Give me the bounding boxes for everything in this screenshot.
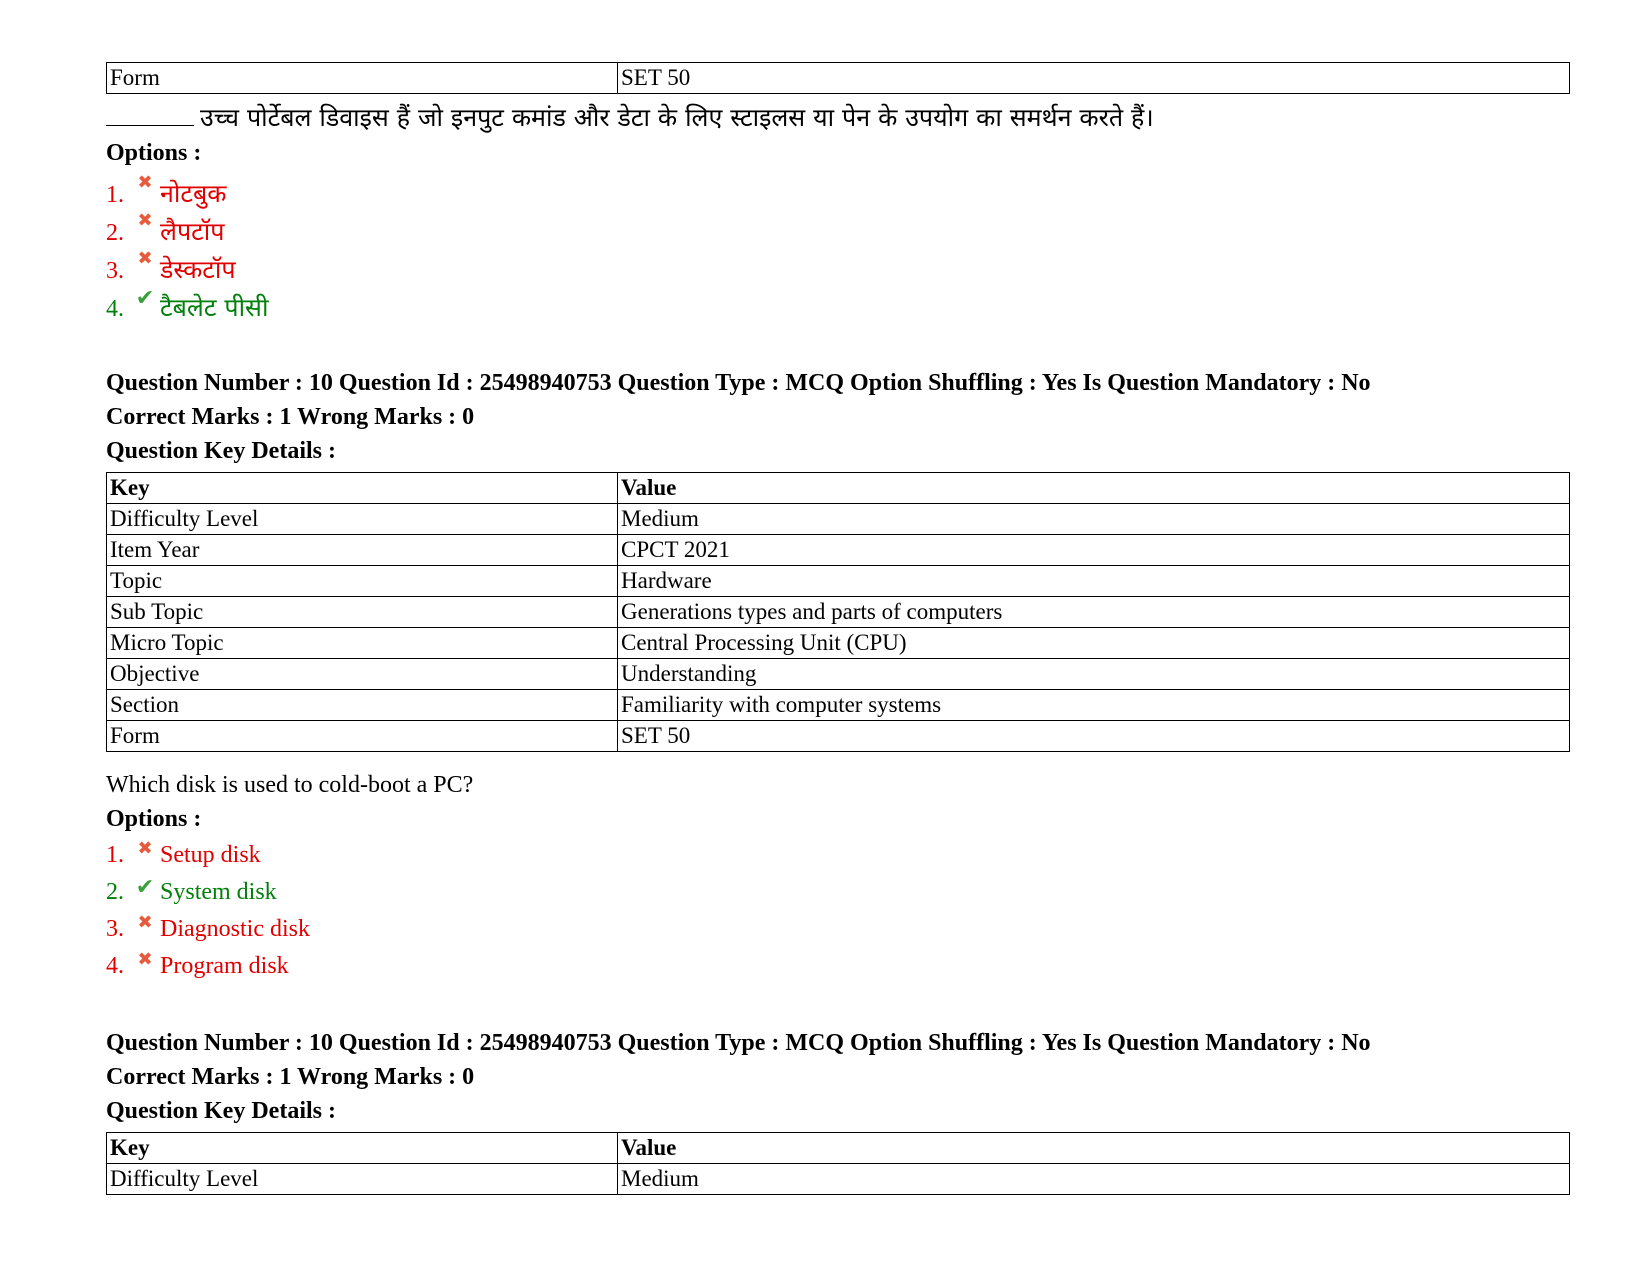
table-row: [107, 1164, 1570, 1195]
table-header-row: [107, 1133, 1570, 1164]
table-row: [107, 504, 1570, 535]
option-number: 3.: [106, 916, 124, 942]
table-cell-key: Difficulty Level: [107, 1164, 618, 1195]
option-text: Setup disk: [160, 842, 261, 868]
table-row: [107, 597, 1570, 628]
table-cell-value: Medium: [618, 1164, 1570, 1195]
cross-icon: ✖: [137, 248, 153, 269]
option-number: 4.: [106, 953, 124, 979]
cross-icon: ✖: [137, 949, 153, 970]
question-text: Which disk is used to cold-boot a PC?: [106, 772, 474, 798]
question-key-details-label: Question Key Details :: [106, 438, 336, 464]
cross-icon: ✖: [137, 210, 153, 231]
table-cell-value: Familiarity with computer systems: [618, 690, 1570, 721]
table-row: [107, 659, 1570, 690]
table-cell-key: Sub Topic: [107, 597, 618, 628]
option-text: Diagnostic disk: [160, 916, 310, 942]
question-marks: Correct Marks : 1 Wrong Marks : 0: [106, 1064, 475, 1090]
cross-icon: ✖: [137, 838, 153, 859]
option-number: 1.: [106, 182, 124, 208]
cross-icon: ✖: [137, 172, 153, 193]
table-row: [107, 721, 1570, 752]
table-cell-value: CPCT 2021: [618, 535, 1570, 566]
check-icon: ✔: [135, 286, 155, 311]
table-cell-value: Hardware: [618, 566, 1570, 597]
option-text: System disk: [160, 879, 277, 905]
table-cell-value: SET 50: [618, 721, 1570, 752]
table-cell-key: Form: [107, 721, 618, 752]
option-text: नोटबुक: [160, 179, 227, 208]
option-text: टैबलेट पीसी: [160, 293, 269, 322]
options-label: Options :: [106, 140, 202, 166]
top-key-table: [106, 62, 1570, 94]
question-marks: Correct Marks : 1 Wrong Marks : 0: [106, 404, 475, 430]
table-cell-key: Item Year: [107, 535, 618, 566]
table-cell-key: Form: [107, 63, 618, 94]
table-cell-value: Medium: [618, 504, 1570, 535]
question-text-content: उच्च पोर्टेबल डिवाइस हैं जो इनपुट कमांड और डेटा के लिए स्टाइलस या पेन के उपयोग का समर्थन करते हैं।: [200, 103, 1154, 132]
table-cell-key: Objective: [107, 659, 618, 690]
option-item: [106, 949, 289, 987]
options-label: Options :: [106, 806, 202, 832]
option-number: 2.: [106, 879, 124, 905]
option-text: डेस्कटॉप: [160, 255, 236, 284]
check-icon: ✔: [135, 875, 155, 900]
option-item: [106, 172, 227, 210]
question-key-table: [106, 472, 1570, 752]
option-text: लैपटॉप: [160, 217, 225, 246]
option-number: 2.: [106, 220, 124, 246]
table-cell-key: Micro Topic: [107, 628, 618, 659]
option-number: 4.: [106, 296, 124, 322]
option-item: [106, 912, 310, 950]
table-cell-value: Understanding: [618, 659, 1570, 690]
table-header-row: [107, 473, 1570, 504]
option-item: [106, 248, 236, 286]
question-key-table: [106, 1132, 1570, 1195]
option-item: [106, 838, 261, 876]
table-row: [107, 63, 1570, 94]
question-text-prev: [106, 100, 1154, 134]
table-cell-value: SET 50: [618, 63, 1570, 94]
table-cell-key: Difficulty Level: [107, 504, 618, 535]
table-cell-value: Generations types and parts of computers: [618, 597, 1570, 628]
option-number: 3.: [106, 258, 124, 284]
table-row: [107, 628, 1570, 659]
table-row: [107, 566, 1570, 597]
table-cell-key: Section: [107, 690, 618, 721]
table-cell-key: Key: [107, 473, 618, 504]
table-row: [107, 535, 1570, 566]
option-item: [106, 286, 269, 324]
option-item: [106, 875, 277, 913]
option-item: [106, 210, 225, 248]
question-header: Question Number : 10 Question Id : 25498940753 Question Type : MCQ Option Shuffling : Yes Is Question Mandatory : No: [106, 1030, 1371, 1056]
table-cell-value: Value: [618, 473, 1570, 504]
question-header: Question Number : 10 Question Id : 25498940753 Question Type : MCQ Option Shuffling : Yes Is Question Mandatory : No: [106, 370, 1371, 396]
table-cell-key: Topic: [107, 566, 618, 597]
table-row: [107, 690, 1570, 721]
fill-blank: [106, 101, 194, 126]
table-cell-value: Value: [618, 1133, 1570, 1164]
cross-icon: ✖: [137, 912, 153, 933]
option-text: Program disk: [160, 953, 289, 979]
table-cell-value: Central Processing Unit (CPU): [618, 628, 1570, 659]
table-cell-key: Key: [107, 1133, 618, 1164]
question-key-details-label: Question Key Details :: [106, 1098, 336, 1124]
option-number: 1.: [106, 842, 124, 868]
